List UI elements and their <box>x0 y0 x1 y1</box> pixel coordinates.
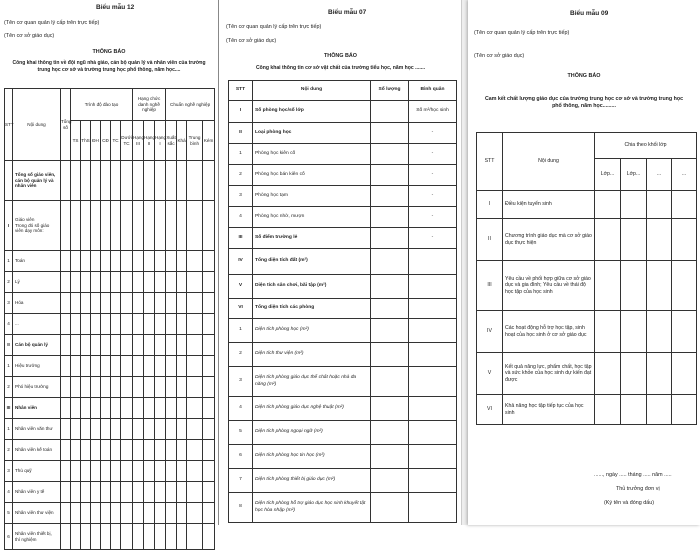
row-average: Số m²/học sinh <box>409 101 457 123</box>
row-average: - <box>409 228 457 249</box>
header-excellent: Xuất sắc <box>166 121 177 161</box>
table-row <box>229 493 457 523</box>
row-stt: IV <box>229 249 253 275</box>
row-average: - <box>409 186 457 207</box>
row-stt: 5 <box>5 503 13 524</box>
header-good: Khá <box>177 121 187 161</box>
row-average <box>409 367 457 397</box>
table-row <box>5 251 215 272</box>
header-cd: CĐ <box>101 121 111 161</box>
row-stt: III <box>229 228 253 249</box>
row-content: Thủ quỹ <box>13 461 61 482</box>
school-placeholder: (Tên cơ sở giáo dục) <box>226 38 277 44</box>
table-row <box>229 275 457 299</box>
table-row <box>5 293 215 314</box>
row-average <box>409 275 457 299</box>
notice-heading: THÔNG BÁO <box>92 49 126 55</box>
table-row <box>229 165 457 186</box>
header-average: Trung bình <box>187 121 203 161</box>
table-row <box>229 469 457 493</box>
row-stt <box>5 161 13 201</box>
row-content: Nhân viên <box>13 398 61 419</box>
table-row <box>5 272 215 293</box>
table-row <box>229 299 457 319</box>
form-label: Biểu mẫu 12 <box>96 4 135 11</box>
row-average <box>409 445 457 469</box>
form-07-page <box>220 0 462 525</box>
table-row <box>229 144 457 165</box>
row-stt: 8 <box>229 493 253 523</box>
header-by-grade: Chia theo khối lớp <box>595 133 697 159</box>
table-row <box>477 191 697 219</box>
row-average <box>409 249 457 275</box>
header-dh: ĐH <box>91 121 101 161</box>
table-row <box>229 421 457 445</box>
table-row <box>5 482 215 503</box>
row-content: Lý <box>13 272 61 293</box>
header-grade-4: ... <box>672 159 697 191</box>
table-row <box>229 228 457 249</box>
header-ts: TS <box>71 121 81 161</box>
row-content: Số điểm trường lẻ <box>253 228 371 249</box>
row-content: Nhân viên thiết bị, thí nghiệm <box>13 524 61 550</box>
row-stt: V <box>477 353 503 395</box>
table-row <box>229 207 457 228</box>
row-stt: 2 <box>5 377 13 398</box>
table-row <box>229 445 457 469</box>
header-grade-3: ... <box>647 159 672 191</box>
row-content: Diện tích phòng hỗ trợ giáo dục học sinh khuyết tật học hòa nhập (m²) <box>253 493 371 523</box>
row-stt: 1 <box>5 356 13 377</box>
row-stt: I <box>477 191 503 219</box>
row-stt: 3 <box>229 367 253 397</box>
row-content: Tổng số giáo viên, cán bộ quản lý và nhân viên <box>13 161 61 201</box>
header-professional-standard: Chuẩn nghề nghiệp <box>166 89 215 121</box>
header-tc: TC <box>111 121 121 161</box>
header-grade-2: Lớp... <box>621 159 647 191</box>
row-content: Hiệu trưởng <box>13 356 61 377</box>
header-hang-2: Hạng II <box>144 121 155 161</box>
table-row <box>477 395 697 425</box>
row-stt: V <box>229 275 253 299</box>
table-row <box>477 219 697 261</box>
row-content: Giáo viên <box>15 216 35 222</box>
header-quantity: Số lượng <box>371 81 409 101</box>
row-stt: 3 <box>5 461 13 482</box>
row-stt: II <box>5 335 13 356</box>
row-average: - <box>409 123 457 144</box>
row-content: Yêu cầu về phối hợp giữa cơ sở giáo dục và gia đình; Yêu cầu về thái độ học tập của học sinh <box>503 261 595 311</box>
header-grade-1: Lớp... <box>595 159 621 191</box>
row-content: Cán bộ quản lý <box>13 335 61 356</box>
school-placeholder: (Tên cơ sở giáo dục) <box>474 53 525 59</box>
table-row <box>5 335 215 356</box>
table-row <box>5 524 215 550</box>
row-content: Toán <box>13 251 61 272</box>
agency-placeholder: (Tên cơ quan quản lý cấp trên trực tiếp) <box>226 24 322 30</box>
notice-subtitle: Công khai thông tin cơ sở vật chất của trường tiểu học, năm học ....... <box>255 65 426 71</box>
header-professional-title: Hạng chức danh nghề nghiệp <box>133 89 166 121</box>
row-stt: II <box>477 219 503 261</box>
row-stt: II <box>229 123 253 144</box>
row-note: Trong đó số giáo viên dạy môn: <box>15 222 50 234</box>
form-12-page <box>0 0 219 542</box>
header-stt: STT <box>229 81 253 101</box>
table-row <box>5 356 215 377</box>
row-content: Nhân viên thư viện <box>13 503 61 524</box>
row-stt: 2 <box>229 343 253 367</box>
row-stt: I <box>5 201 13 251</box>
row-stt: 1 <box>5 251 13 272</box>
row-average <box>409 493 457 523</box>
row-content: Số phòng học/số lớp <box>253 101 371 123</box>
row-stt: I <box>229 101 253 123</box>
row-stt: 4 <box>229 207 253 228</box>
notice-heading: THÔNG BÁO <box>567 73 601 79</box>
row-stt: III <box>5 398 13 419</box>
agency-placeholder: (Tên cơ quan quản lý cấp trên trực tiếp) <box>474 30 570 36</box>
signature-note: (Ký tên và đóng dấu) <box>604 500 655 506</box>
row-average <box>409 397 457 421</box>
form-label: Biểu mẫu 07 <box>328 9 367 16</box>
row-content: Loại phòng học <box>253 123 371 144</box>
row-content: Tổng diện tích đất (m²) <box>253 249 371 275</box>
row-content: Điều kiện tuyển sinh <box>503 191 595 219</box>
header-average: Bình quân <box>409 81 457 101</box>
row-content: Chương trình giáo dục mà cơ sở giáo dục thực hiện <box>503 219 595 261</box>
table-row <box>5 161 215 201</box>
header-content: Nội dung <box>13 89 61 161</box>
row-content: Diện tích thư viện (m²) <box>253 343 371 367</box>
table-row <box>229 123 457 144</box>
signature-title: Thủ trưởng đơn vị <box>616 486 660 492</box>
table-row <box>229 343 457 367</box>
row-stt: 4 <box>5 482 13 503</box>
row-average <box>409 421 457 445</box>
signature-date: ......, ngày ..... tháng ..... năm ..... <box>594 472 672 478</box>
table-row <box>229 101 457 123</box>
row-stt: 2 <box>5 440 13 461</box>
table-row <box>5 398 215 419</box>
row-content: Phòng học nhờ, mượn <box>253 207 371 228</box>
table-row <box>229 397 457 421</box>
row-stt: 1 <box>5 419 13 440</box>
row-stt: VI <box>229 299 253 319</box>
row-content: Nhân viên y tế <box>13 482 61 503</box>
quality-commitment-table <box>476 132 697 425</box>
header-training-level: Trình độ đào tạo <box>71 89 133 121</box>
table-row <box>229 319 457 343</box>
row-stt: 2 <box>229 165 253 186</box>
row-stt: 2 <box>5 272 13 293</box>
row-content: Các hoạt động hỗ trợ học tập, sinh hoạt của học sinh ở cơ sở giáo dục <box>503 311 595 353</box>
row-content: Phòng học kiên cố <box>253 144 371 165</box>
header-content: Nội dung <box>253 81 371 101</box>
row-content: Tổng diện tích các phòng <box>253 299 371 319</box>
row-content: Nhân viên văn thư <box>13 419 61 440</box>
row-stt: 7 <box>229 469 253 493</box>
table-row <box>229 186 457 207</box>
row-average <box>409 299 457 319</box>
row-content: Diện tích phòng học (m²) <box>253 319 371 343</box>
row-stt: 4 <box>229 397 253 421</box>
row-content: Hóa <box>13 293 61 314</box>
row-stt: 3 <box>5 293 13 314</box>
row-content: Diện tích phòng học tin học (m²) <box>253 445 371 469</box>
row-stt: 5 <box>229 421 253 445</box>
row-stt: 6 <box>229 445 253 469</box>
row-average: - <box>409 165 457 186</box>
notice-heading: THÔNG BÁO <box>324 53 357 59</box>
row-stt: 4 <box>5 314 13 335</box>
agency-placeholder: (Tên cơ quan quản lý cấp trên trực tiếp) <box>4 20 100 26</box>
row-content: Khả năng học tập tiếp tục của học sinh <box>503 395 595 425</box>
table-row <box>5 440 215 461</box>
table-row <box>5 377 215 398</box>
header-below-tc: Dưới TC <box>121 121 133 161</box>
row-content: Diện tích phòng thiết bị giáo dục (m²) <box>253 469 371 493</box>
row-average <box>409 469 457 493</box>
table-row <box>477 261 697 311</box>
row-stt: 3 <box>229 186 253 207</box>
header-hang-1: Hạng I <box>155 121 166 161</box>
row-average: - <box>409 207 457 228</box>
header-content: Nội dung <box>503 133 595 191</box>
header-total: Tổng số <box>61 89 71 161</box>
notice-subtitle: Công khai thông tin về đội ngũ nhà giáo, cán bộ quản lý và nhân viên của trường trung học cơ sở và trường trung học phổ thông, năm học.... <box>12 60 206 73</box>
row-content: Phòng học bán kiên cố <box>253 165 371 186</box>
table-row <box>5 461 215 482</box>
table-row <box>5 201 215 251</box>
row-average: - <box>409 144 457 165</box>
table-row <box>477 311 697 353</box>
notice-subtitle: Cam kết chất lượng giáo dục của trường trung học cơ sở và trường trung học phổ thông, năm học......... <box>484 96 684 110</box>
row-content: Diện tích sân chơi, bãi tập (m²) <box>253 275 371 299</box>
form-09-page <box>468 0 700 525</box>
table-row <box>5 503 215 524</box>
school-placeholder: (Tên cơ sở giáo dục) <box>4 33 55 39</box>
header-ths: ThS <box>81 121 91 161</box>
header-stt: STT <box>477 133 503 191</box>
row-content: Diện tích phòng giáo dục thể chất hoặc nhà đa năng (m²) <box>253 367 371 397</box>
row-stt: 1 <box>229 319 253 343</box>
row-content: Kết quả năng lực, phẩm chất, học tập và sức khỏe của học sinh dự kiến đạt được <box>503 353 595 395</box>
header-stt: STT <box>5 89 13 161</box>
row-average <box>409 319 457 343</box>
row-content: Diện tích phòng ngoại ngữ (m²) <box>253 421 371 445</box>
staff-table <box>4 88 215 550</box>
row-average <box>409 343 457 367</box>
table-row <box>229 249 457 275</box>
header-hang-3: Hạng III <box>133 121 144 161</box>
row-content: Nhân viên kế toán <box>13 440 61 461</box>
row-stt: 6 <box>5 524 13 550</box>
table-row <box>5 314 215 335</box>
header-weak: Kém <box>203 121 215 161</box>
table-row <box>5 419 215 440</box>
row-stt: 1 <box>229 144 253 165</box>
row-content: ... <box>13 314 61 335</box>
row-content: Phó hiệu trưởng <box>13 377 61 398</box>
table-row <box>477 353 697 395</box>
row-content: Phòng học tạm <box>253 186 371 207</box>
form-label: Biểu mẫu 09 <box>570 10 609 17</box>
row-content: Diện tích phòng giáo dục nghệ thuật (m²) <box>253 397 371 421</box>
row-stt: VI <box>477 395 503 425</box>
facilities-table <box>228 80 457 523</box>
row-stt: IV <box>477 311 503 353</box>
table-row <box>229 367 457 397</box>
row-stt: III <box>477 261 503 311</box>
